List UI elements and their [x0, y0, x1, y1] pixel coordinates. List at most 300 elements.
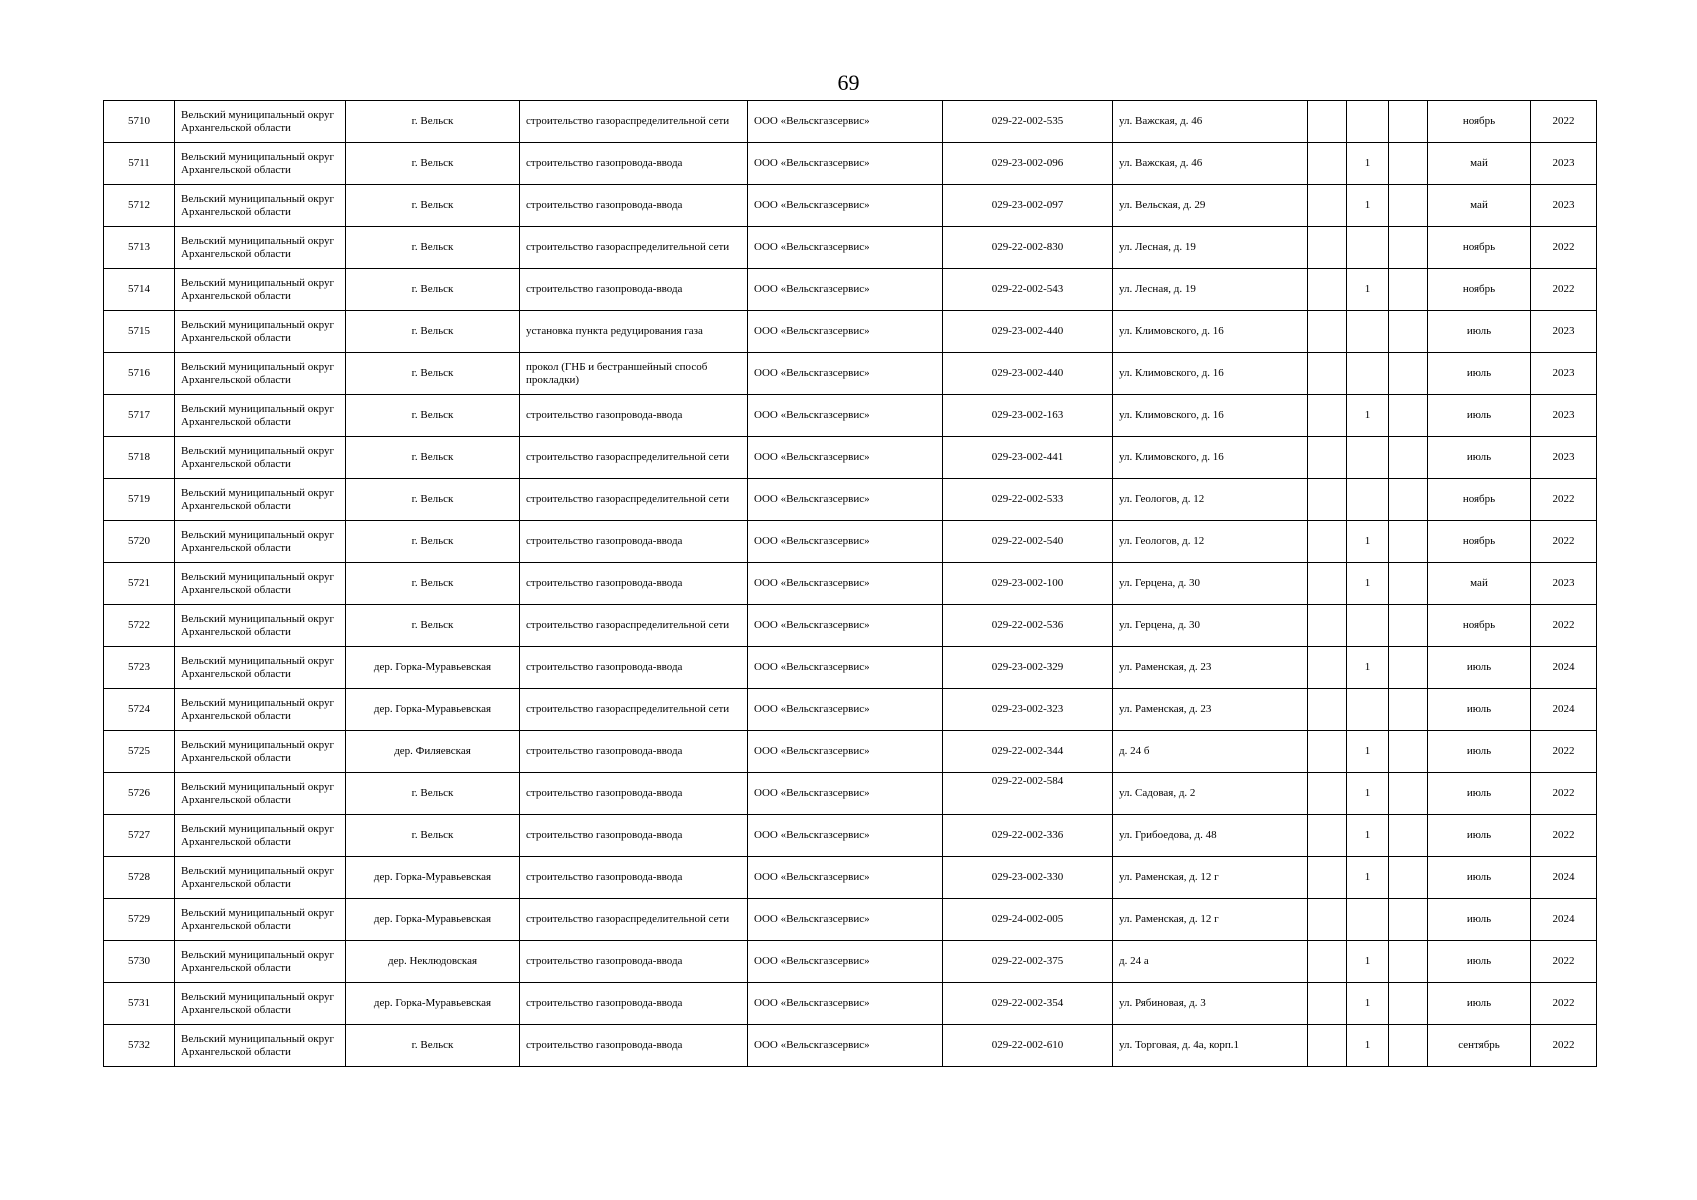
address-cell: ул. Климовского, д. 16: [1113, 353, 1308, 395]
empty-cell: [1389, 815, 1428, 857]
table-row: [104, 773, 1597, 815]
quantity-cell: [1347, 437, 1389, 479]
empty-cell: [1389, 521, 1428, 563]
address-cell: ул. Герцена, д. 30: [1113, 563, 1308, 605]
organization-cell: ООО «Вельскгазсервис»: [748, 185, 943, 227]
row-number: 5710: [104, 101, 175, 143]
code-cell: 029-22-002-375: [943, 941, 1113, 983]
row-number: 5727: [104, 815, 175, 857]
row-number: 5718: [104, 437, 175, 479]
address-cell: ул. Герцена, д. 30: [1113, 605, 1308, 647]
empty-cell: [1308, 647, 1347, 689]
address-cell: ул. Грибоедова, д. 48: [1113, 815, 1308, 857]
month-cell: июль: [1428, 353, 1531, 395]
code-cell: 029-23-002-330: [943, 857, 1113, 899]
code-cell: 029-23-002-440: [943, 311, 1113, 353]
organization-cell: ООО «Вельскгазсервис»: [748, 731, 943, 773]
district-cell: Вельский муниципальный округ Архангельской области: [175, 1025, 346, 1067]
empty-cell: [1308, 941, 1347, 983]
year-cell: 2023: [1531, 143, 1597, 185]
quantity-cell: [1347, 479, 1389, 521]
year-cell: 2022: [1531, 269, 1597, 311]
table-row: [104, 185, 1597, 227]
month-cell: июль: [1428, 731, 1531, 773]
table-row: [104, 731, 1597, 773]
district-cell: Вельский муниципальный округ Архангельской области: [175, 689, 346, 731]
address-cell: ул. Важская, д. 46: [1113, 101, 1308, 143]
code-cell: 029-22-002-336: [943, 815, 1113, 857]
locality-cell: г. Вельск: [346, 437, 520, 479]
empty-cell: [1389, 479, 1428, 521]
organization-cell: ООО «Вельскгазсервис»: [748, 605, 943, 647]
quantity-cell: 1: [1347, 647, 1389, 689]
table-row: [104, 227, 1597, 269]
month-cell: ноябрь: [1428, 101, 1531, 143]
district-cell: Вельский муниципальный округ Архангельской области: [175, 941, 346, 983]
locality-cell: дер. Горка-Муравьевская: [346, 689, 520, 731]
locality-cell: г. Вельск: [346, 773, 520, 815]
year-cell: 2023: [1531, 563, 1597, 605]
address-cell: ул. Торговая, д. 4а, корп.1: [1113, 1025, 1308, 1067]
table-row: [104, 143, 1597, 185]
organization-cell: ООО «Вельскгазсервис»: [748, 101, 943, 143]
address-cell: ул. Климовского, д. 16: [1113, 311, 1308, 353]
row-number: 5712: [104, 185, 175, 227]
district-cell: Вельский муниципальный округ Архангельской области: [175, 311, 346, 353]
code-cell: 029-22-002-536: [943, 605, 1113, 647]
work-type-cell: строительство газопровода-ввода: [520, 563, 748, 605]
empty-cell: [1308, 437, 1347, 479]
quantity-cell: [1347, 899, 1389, 941]
row-number: 5720: [104, 521, 175, 563]
address-cell: ул. Раменская, д. 12 г: [1113, 899, 1308, 941]
month-cell: ноябрь: [1428, 269, 1531, 311]
year-cell: 2023: [1531, 185, 1597, 227]
month-cell: июль: [1428, 857, 1531, 899]
row-number: 5711: [104, 143, 175, 185]
address-cell: ул. Лесная, д. 19: [1113, 269, 1308, 311]
table-row: [104, 899, 1597, 941]
month-cell: июль: [1428, 773, 1531, 815]
code-cell: 029-23-002-329: [943, 647, 1113, 689]
row-number: 5721: [104, 563, 175, 605]
organization-cell: ООО «Вельскгазсервис»: [748, 227, 943, 269]
empty-cell: [1389, 143, 1428, 185]
quantity-cell: 1: [1347, 857, 1389, 899]
empty-cell: [1389, 731, 1428, 773]
work-type-cell: строительство газопровода-ввода: [520, 185, 748, 227]
work-type-cell: строительство газопровода-ввода: [520, 521, 748, 563]
work-type-cell: строительство газопровода-ввода: [520, 269, 748, 311]
quantity-cell: 1: [1347, 731, 1389, 773]
month-cell: июль: [1428, 311, 1531, 353]
row-number: 5715: [104, 311, 175, 353]
month-cell: июль: [1428, 689, 1531, 731]
address-cell: ул. Важская, д. 46: [1113, 143, 1308, 185]
locality-cell: дер. Горка-Муравьевская: [346, 647, 520, 689]
organization-cell: ООО «Вельскгазсервис»: [748, 521, 943, 563]
quantity-cell: 1: [1347, 143, 1389, 185]
year-cell: 2022: [1531, 101, 1597, 143]
empty-cell: [1389, 773, 1428, 815]
code-cell: 029-22-002-540: [943, 521, 1113, 563]
month-cell: июль: [1428, 815, 1531, 857]
locality-cell: г. Вельск: [346, 395, 520, 437]
empty-cell: [1389, 227, 1428, 269]
work-type-cell: строительство газораспределительной сети: [520, 227, 748, 269]
address-cell: ул. Раменская, д. 23: [1113, 689, 1308, 731]
address-cell: ул. Климовского, д. 16: [1113, 395, 1308, 437]
empty-cell: [1389, 1025, 1428, 1067]
empty-cell: [1308, 269, 1347, 311]
month-cell: июль: [1428, 395, 1531, 437]
table-row: [104, 1025, 1597, 1067]
district-cell: Вельский муниципальный округ Архангельской области: [175, 479, 346, 521]
empty-cell: [1308, 563, 1347, 605]
row-number: 5726: [104, 773, 175, 815]
year-cell: 2023: [1531, 395, 1597, 437]
organization-cell: ООО «Вельскгазсервис»: [748, 269, 943, 311]
month-cell: июль: [1428, 983, 1531, 1025]
month-cell: ноябрь: [1428, 521, 1531, 563]
row-number: 5723: [104, 647, 175, 689]
locality-cell: г. Вельск: [346, 185, 520, 227]
code-cell: 029-22-002-830: [943, 227, 1113, 269]
empty-cell: [1308, 605, 1347, 647]
district-cell: Вельский муниципальный округ Архангельской области: [175, 563, 346, 605]
row-number: 5716: [104, 353, 175, 395]
district-cell: Вельский муниципальный округ Архангельской области: [175, 857, 346, 899]
address-cell: ул. Климовского, д. 16: [1113, 437, 1308, 479]
table-row: [104, 857, 1597, 899]
month-cell: июль: [1428, 437, 1531, 479]
registry-table: [103, 100, 1597, 1067]
row-number: 5714: [104, 269, 175, 311]
empty-cell: [1308, 353, 1347, 395]
code-cell: 029-23-002-163: [943, 395, 1113, 437]
year-cell: 2022: [1531, 227, 1597, 269]
locality-cell: г. Вельск: [346, 143, 520, 185]
empty-cell: [1308, 731, 1347, 773]
row-number: 5728: [104, 857, 175, 899]
code-cell: 029-23-002-100: [943, 563, 1113, 605]
district-cell: Вельский муниципальный округ Архангельской области: [175, 983, 346, 1025]
district-cell: Вельский муниципальный округ Архангельской области: [175, 101, 346, 143]
table-row: [104, 605, 1597, 647]
code-cell: 029-22-002-584: [943, 773, 1113, 815]
quantity-cell: 1: [1347, 185, 1389, 227]
table-row: [104, 353, 1597, 395]
registry-rows: [104, 101, 1597, 1067]
work-type-cell: строительство газораспределительной сети: [520, 101, 748, 143]
work-type-cell: строительство газопровода-ввода: [520, 647, 748, 689]
work-type-cell: строительство газораспределительной сети: [520, 689, 748, 731]
table-row: [104, 983, 1597, 1025]
row-number: 5731: [104, 983, 175, 1025]
empty-cell: [1308, 899, 1347, 941]
row-number: 5732: [104, 1025, 175, 1067]
table-row: [104, 311, 1597, 353]
work-type-cell: строительство газораспределительной сети: [520, 605, 748, 647]
locality-cell: дер. Горка-Муравьевская: [346, 899, 520, 941]
work-type-cell: строительство газораспределительной сети: [520, 899, 748, 941]
organization-cell: ООО «Вельскгазсервис»: [748, 437, 943, 479]
code-cell: 029-22-002-344: [943, 731, 1113, 773]
organization-cell: ООО «Вельскгазсервис»: [748, 773, 943, 815]
empty-cell: [1389, 185, 1428, 227]
year-cell: 2022: [1531, 479, 1597, 521]
year-cell: 2022: [1531, 983, 1597, 1025]
quantity-cell: [1347, 311, 1389, 353]
address-cell: ул. Рябиновая, д. 3: [1113, 983, 1308, 1025]
organization-cell: ООО «Вельскгазсервис»: [748, 395, 943, 437]
code-cell: 029-22-002-543: [943, 269, 1113, 311]
empty-cell: [1308, 857, 1347, 899]
locality-cell: г. Вельск: [346, 353, 520, 395]
locality-cell: дер. Неклюдовская: [346, 941, 520, 983]
table-row: [104, 563, 1597, 605]
organization-cell: ООО «Вельскгазсервис»: [748, 353, 943, 395]
quantity-cell: 1: [1347, 395, 1389, 437]
empty-cell: [1308, 479, 1347, 521]
locality-cell: г. Вельск: [346, 311, 520, 353]
empty-cell: [1389, 353, 1428, 395]
work-type-cell: строительство газопровода-ввода: [520, 395, 748, 437]
district-cell: Вельский муниципальный округ Архангельской области: [175, 647, 346, 689]
district-cell: Вельский муниципальный округ Архангельской области: [175, 605, 346, 647]
organization-cell: ООО «Вельскгазсервис»: [748, 941, 943, 983]
locality-cell: г. Вельск: [346, 227, 520, 269]
table-row: [104, 479, 1597, 521]
year-cell: 2024: [1531, 647, 1597, 689]
year-cell: 2022: [1531, 605, 1597, 647]
code-cell: 029-22-002-610: [943, 1025, 1113, 1067]
address-cell: ул. Садовая, д. 2: [1113, 773, 1308, 815]
code-cell: 029-23-002-096: [943, 143, 1113, 185]
empty-cell: [1389, 269, 1428, 311]
empty-cell: [1389, 311, 1428, 353]
organization-cell: ООО «Вельскгазсервис»: [748, 479, 943, 521]
address-cell: ул. Геологов, д. 12: [1113, 479, 1308, 521]
empty-cell: [1389, 437, 1428, 479]
empty-cell: [1308, 1025, 1347, 1067]
empty-cell: [1308, 983, 1347, 1025]
district-cell: Вельский муниципальный округ Архангельской области: [175, 353, 346, 395]
table-row: [104, 689, 1597, 731]
table-row: [104, 101, 1597, 143]
empty-cell: [1308, 143, 1347, 185]
row-number: 5717: [104, 395, 175, 437]
month-cell: май: [1428, 185, 1531, 227]
district-cell: Вельский муниципальный округ Архангельской области: [175, 899, 346, 941]
work-type-cell: установка пункта редуцирования газа: [520, 311, 748, 353]
code-cell: 029-22-002-533: [943, 479, 1113, 521]
empty-cell: [1389, 857, 1428, 899]
empty-cell: [1308, 185, 1347, 227]
code-cell: 029-23-002-323: [943, 689, 1113, 731]
locality-cell: г. Вельск: [346, 1025, 520, 1067]
month-cell: июль: [1428, 941, 1531, 983]
organization-cell: ООО «Вельскгазсервис»: [748, 563, 943, 605]
month-cell: июль: [1428, 899, 1531, 941]
empty-cell: [1389, 647, 1428, 689]
code-cell: 029-22-002-354: [943, 983, 1113, 1025]
quantity-cell: [1347, 605, 1389, 647]
quantity-cell: [1347, 227, 1389, 269]
work-type-cell: строительство газопровода-ввода: [520, 857, 748, 899]
district-cell: Вельский муниципальный округ Архангельской области: [175, 395, 346, 437]
work-type-cell: строительство газопровода-ввода: [520, 773, 748, 815]
empty-cell: [1389, 395, 1428, 437]
row-number: 5729: [104, 899, 175, 941]
row-number: 5719: [104, 479, 175, 521]
organization-cell: ООО «Вельскгазсервис»: [748, 647, 943, 689]
locality-cell: дер. Горка-Муравьевская: [346, 857, 520, 899]
year-cell: 2022: [1531, 773, 1597, 815]
district-cell: Вельский муниципальный округ Архангельской области: [175, 815, 346, 857]
district-cell: Вельский муниципальный округ Архангельской области: [175, 437, 346, 479]
locality-cell: г. Вельск: [346, 101, 520, 143]
locality-cell: г. Вельск: [346, 479, 520, 521]
address-cell: д. 24 а: [1113, 941, 1308, 983]
empty-cell: [1308, 521, 1347, 563]
locality-cell: г. Вельск: [346, 815, 520, 857]
work-type-cell: строительство газопровода-ввода: [520, 815, 748, 857]
table-row: [104, 521, 1597, 563]
empty-cell: [1389, 101, 1428, 143]
organization-cell: ООО «Вельскгазсервис»: [748, 815, 943, 857]
quantity-cell: 1: [1347, 563, 1389, 605]
month-cell: май: [1428, 143, 1531, 185]
code-cell: 029-22-002-535: [943, 101, 1113, 143]
locality-cell: г. Вельск: [346, 521, 520, 563]
quantity-cell: 1: [1347, 521, 1389, 563]
quantity-cell: 1: [1347, 269, 1389, 311]
organization-cell: ООО «Вельскгазсервис»: [748, 899, 943, 941]
district-cell: Вельский муниципальный округ Архангельской области: [175, 521, 346, 563]
code-cell: 029-23-002-097: [943, 185, 1113, 227]
row-number: 5713: [104, 227, 175, 269]
district-cell: Вельский муниципальный округ Архангельской области: [175, 185, 346, 227]
code-cell: 029-23-002-441: [943, 437, 1113, 479]
quantity-cell: 1: [1347, 1025, 1389, 1067]
district-cell: Вельский муниципальный округ Архангельской области: [175, 269, 346, 311]
locality-cell: г. Вельск: [346, 269, 520, 311]
locality-cell: дер. Филяевская: [346, 731, 520, 773]
year-cell: 2024: [1531, 857, 1597, 899]
work-type-cell: строительство газораспределительной сети: [520, 437, 748, 479]
month-cell: май: [1428, 563, 1531, 605]
quantity-cell: [1347, 101, 1389, 143]
month-cell: ноябрь: [1428, 479, 1531, 521]
empty-cell: [1389, 899, 1428, 941]
organization-cell: ООО «Вельскгазсервис»: [748, 311, 943, 353]
organization-cell: ООО «Вельскгазсервис»: [748, 983, 943, 1025]
table-row: [104, 941, 1597, 983]
empty-cell: [1389, 983, 1428, 1025]
year-cell: 2023: [1531, 311, 1597, 353]
quantity-cell: 1: [1347, 773, 1389, 815]
row-number: 5722: [104, 605, 175, 647]
work-type-cell: прокол (ГНБ и бестраншейный способ прокладки): [520, 353, 748, 395]
table-row: [104, 395, 1597, 437]
quantity-cell: 1: [1347, 815, 1389, 857]
empty-cell: [1389, 563, 1428, 605]
empty-cell: [1308, 815, 1347, 857]
district-cell: Вельский муниципальный округ Архангельской области: [175, 731, 346, 773]
code-cell: 029-24-002-005: [943, 899, 1113, 941]
address-cell: ул. Вельская, д. 29: [1113, 185, 1308, 227]
year-cell: 2022: [1531, 815, 1597, 857]
code-cell: 029-23-002-440: [943, 353, 1113, 395]
year-cell: 2022: [1531, 1025, 1597, 1067]
organization-cell: ООО «Вельскгазсервис»: [748, 857, 943, 899]
address-cell: д. 24 б: [1113, 731, 1308, 773]
table-row: [104, 647, 1597, 689]
month-cell: ноябрь: [1428, 605, 1531, 647]
organization-cell: ООО «Вельскгазсервис»: [748, 143, 943, 185]
row-number: 5724: [104, 689, 175, 731]
row-number: 5730: [104, 941, 175, 983]
month-cell: июль: [1428, 647, 1531, 689]
address-cell: ул. Лесная, д. 19: [1113, 227, 1308, 269]
empty-cell: [1308, 101, 1347, 143]
work-type-cell: строительство газораспределительной сети: [520, 479, 748, 521]
work-type-cell: строительство газопровода-ввода: [520, 731, 748, 773]
organization-cell: ООО «Вельскгазсервис»: [748, 1025, 943, 1067]
locality-cell: г. Вельск: [346, 563, 520, 605]
empty-cell: [1389, 605, 1428, 647]
table-row: [104, 815, 1597, 857]
work-type-cell: строительство газопровода-ввода: [520, 983, 748, 1025]
empty-cell: [1389, 941, 1428, 983]
table-row: [104, 437, 1597, 479]
month-cell: сентябрь: [1428, 1025, 1531, 1067]
empty-cell: [1308, 227, 1347, 269]
page-number: 69: [837, 70, 860, 95]
work-type-cell: строительство газопровода-ввода: [520, 1025, 748, 1067]
year-cell: 2022: [1531, 941, 1597, 983]
quantity-cell: 1: [1347, 983, 1389, 1025]
empty-cell: [1389, 689, 1428, 731]
year-cell: 2024: [1531, 899, 1597, 941]
address-cell: ул. Раменская, д. 12 г: [1113, 857, 1308, 899]
empty-cell: [1308, 773, 1347, 815]
address-cell: ул. Раменская, д. 23: [1113, 647, 1308, 689]
quantity-cell: 1: [1347, 941, 1389, 983]
year-cell: 2023: [1531, 437, 1597, 479]
quantity-cell: [1347, 353, 1389, 395]
address-cell: ул. Геологов, д. 12: [1113, 521, 1308, 563]
work-type-cell: строительство газопровода-ввода: [520, 941, 748, 983]
year-cell: 2023: [1531, 353, 1597, 395]
district-cell: Вельский муниципальный округ Архангельской области: [175, 143, 346, 185]
organization-cell: ООО «Вельскгазсервис»: [748, 689, 943, 731]
district-cell: Вельский муниципальный округ Архангельской области: [175, 773, 346, 815]
year-cell: 2022: [1531, 521, 1597, 563]
table-row: [104, 269, 1597, 311]
district-cell: Вельский муниципальный округ Архангельской области: [175, 227, 346, 269]
empty-cell: [1308, 689, 1347, 731]
locality-cell: г. Вельск: [346, 605, 520, 647]
year-cell: 2024: [1531, 689, 1597, 731]
work-type-cell: строительство газопровода-ввода: [520, 143, 748, 185]
empty-cell: [1308, 395, 1347, 437]
month-cell: ноябрь: [1428, 227, 1531, 269]
year-cell: 2022: [1531, 731, 1597, 773]
row-number: 5725: [104, 731, 175, 773]
quantity-cell: [1347, 689, 1389, 731]
